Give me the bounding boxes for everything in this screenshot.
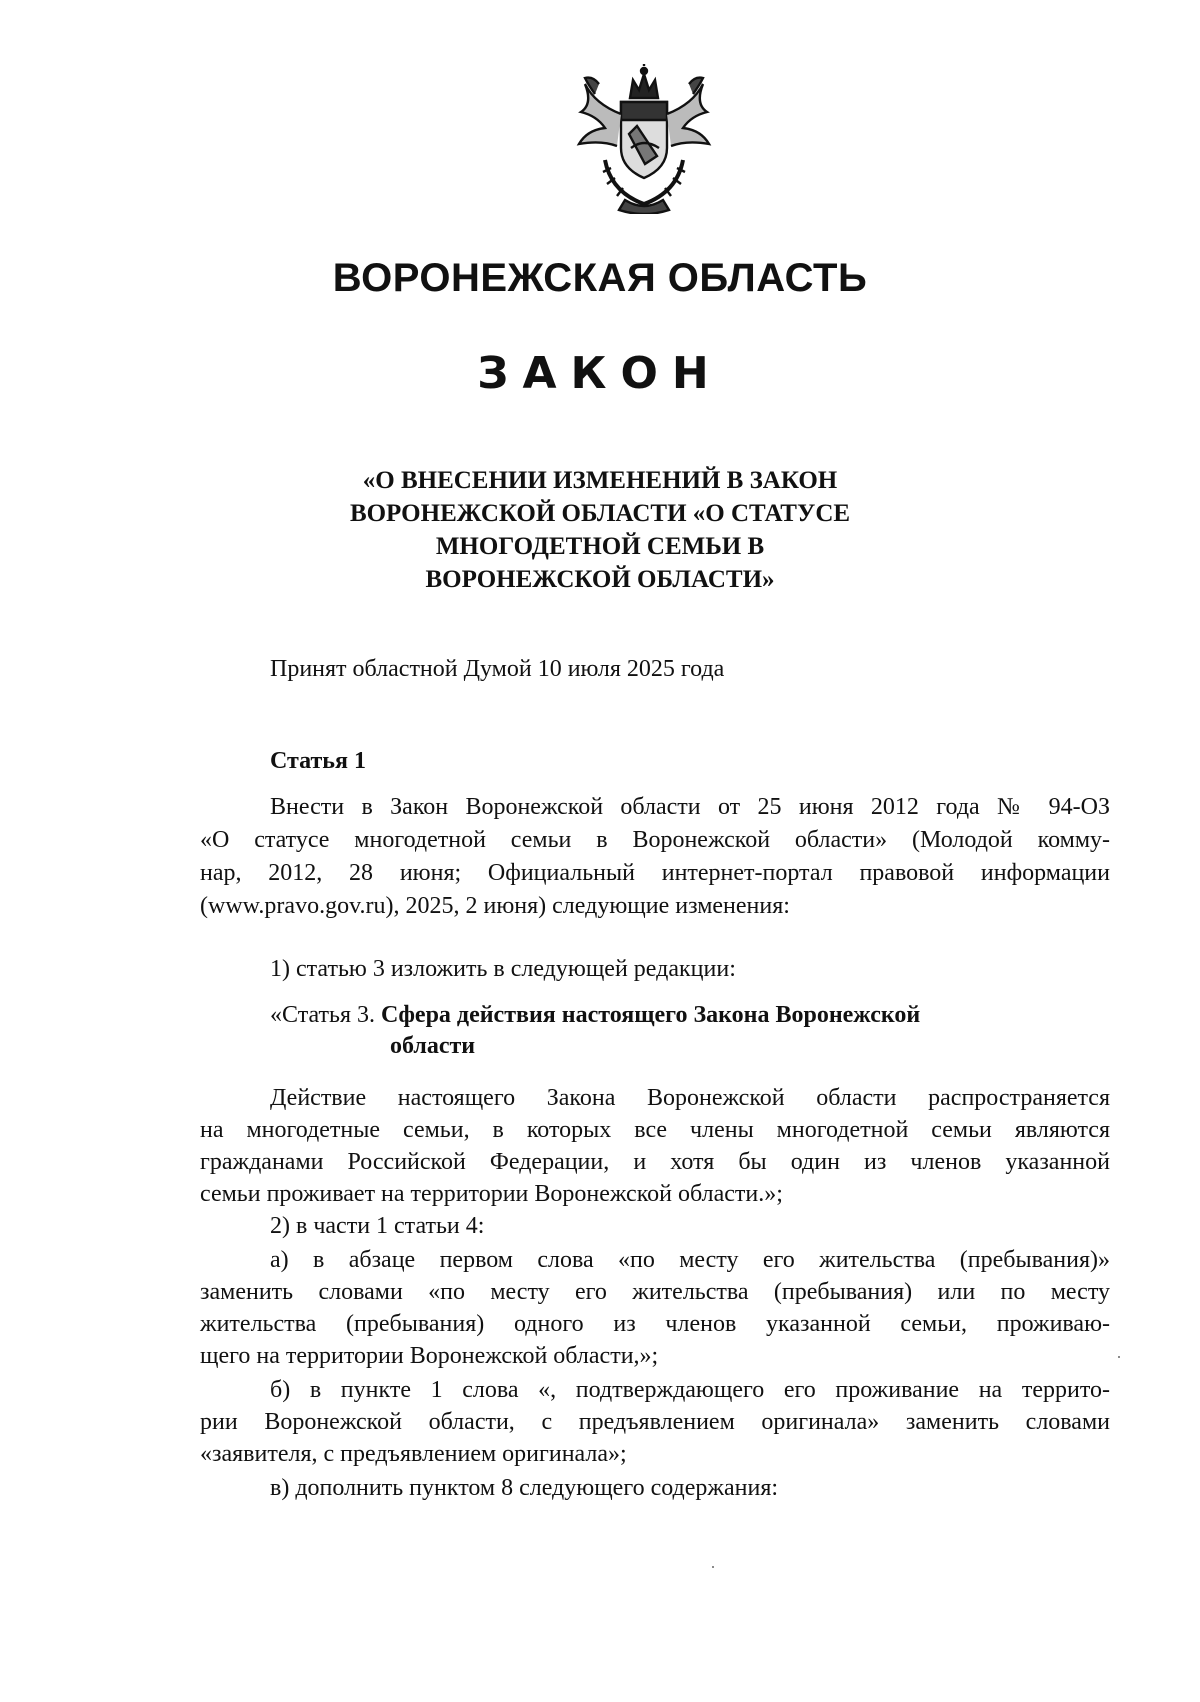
paragraph-line: на многодетные семьи, в которых все члены многодетной семьи являются (200, 1117, 1110, 1143)
quoted-article-heading (270, 1003, 920, 1027)
paragraph-line: а) в абзаце первом слова «по месту его жительства (пребывания)» (270, 1247, 1110, 1273)
document-type: ЗАКОН (477, 348, 723, 399)
paragraph-line: б) в пункте 1 слова «, подтверждающего его проживание на террито- (270, 1377, 1110, 1403)
quoted-article-prefix: «Статья 3. (270, 1002, 381, 1028)
law-title-line: «О ВНЕСЕНИИ ИЗМЕНЕНИЙ В ЗАКОН (362, 467, 838, 494)
article-heading: Статья 1 (270, 748, 366, 774)
paragraph-line: Внести в Закон Воронежской области от 25 июня 2012 года № 94-ОЗ (270, 794, 1110, 820)
law-title-line: МНОГОДЕТНОЙ СЕМЬИ В (435, 533, 765, 560)
paragraph-line: Действие настоящего Закона Воронежской области распространяется (270, 1085, 1110, 1111)
paragraph-line: «заявителя, с предъявлением оригинала»; (200, 1441, 627, 1467)
scan-speck (1118, 1356, 1120, 1358)
coat-of-arms-icon (565, 64, 723, 214)
quoted-article-title-cont: области (390, 1033, 476, 1059)
list-item: 1) статью 3 изложить в следующей редакции: (270, 956, 736, 982)
quoted-article-title: Сфера действия настоящего Закона Воронежской (380, 1002, 921, 1028)
adoption-note: Принят областной Думой 10 июля 2025 года (270, 656, 725, 682)
paragraph-line: заменить словами «по месту его жительства (пребывания) или по месту (200, 1279, 1110, 1305)
law-title-line: ВОРОНЕЖСКОЙ ОБЛАСТИ «О СТАТУСЕ (349, 500, 851, 527)
list-item: в) дополнить пунктом 8 следующего содержания: (270, 1475, 779, 1501)
paragraph-line: жительства (пребывания) одного из членов указанной семьи, проживаю- (200, 1311, 1110, 1337)
paragraph-line: нар, 2012, 28 июня; Официальный интернет-портал правовой информации (200, 860, 1110, 886)
law-title-line: ВОРОНЕЖСКОЙ ОБЛАСТИ» (425, 566, 775, 593)
scan-speck (712, 1566, 714, 1568)
paragraph-line: гражданами Российской Федерации, и хотя бы один из членов указанной (200, 1149, 1110, 1175)
paragraph-line: рии Воронежской области, с предъявлением оригинала» заменить словами (200, 1409, 1110, 1435)
law-title (300, 464, 900, 596)
paragraph-line: щего на территории Воронежской области,»; (200, 1343, 659, 1369)
paragraph-line: семьи проживает на территории Воронежской области.»; (200, 1181, 783, 1207)
region-name: ВОРОНЕЖСКАЯ ОБЛАСТЬ (332, 256, 868, 300)
list-item: 2) в части 1 статьи 4: (270, 1213, 485, 1239)
paragraph-line: (www.pravo.gov.ru), 2025, 2 июня) следующие изменения: (200, 893, 790, 919)
paragraph-line: «О статусе многодетной семьи в Воронежской области» (Молодой комму- (200, 827, 1110, 853)
